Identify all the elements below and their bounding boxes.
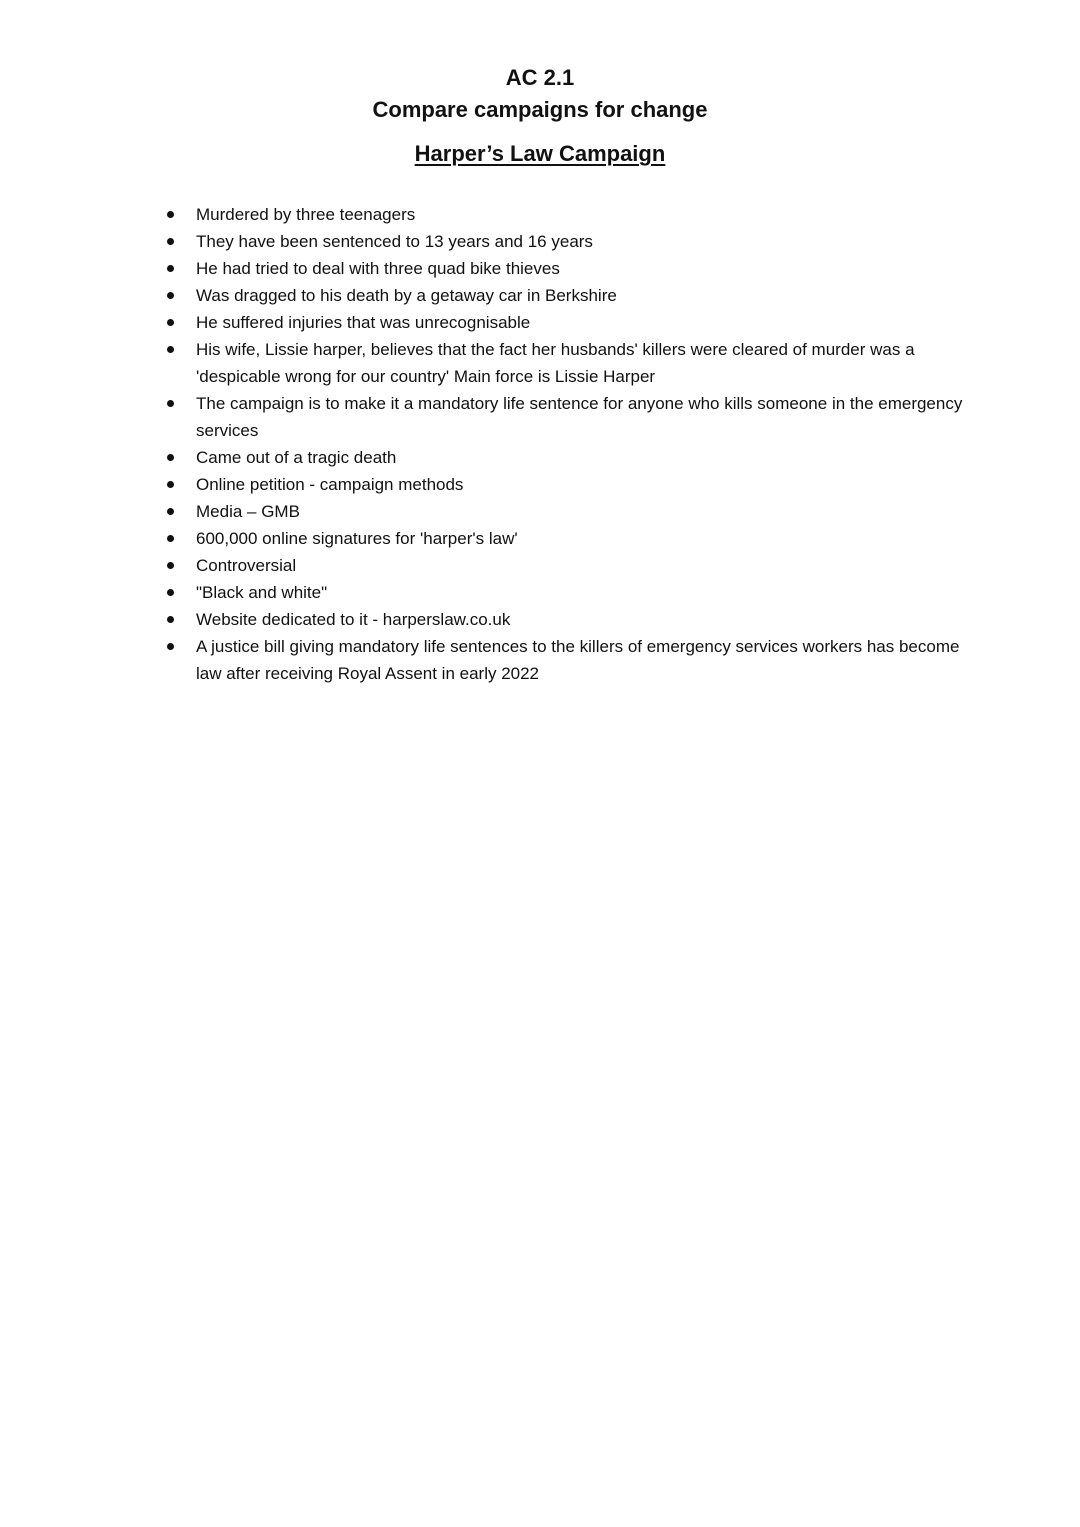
list-item: Controversial xyxy=(196,552,966,579)
list-item: Website dedicated to it - harperslaw.co.uk xyxy=(196,606,966,633)
list-item: 600,000 online signatures for 'harper's law' xyxy=(196,525,966,552)
list-item: The campaign is to make it a mandatory life sentence for anyone who kills someone in the emergency services xyxy=(196,390,966,444)
document-subtitle: Compare campaigns for change xyxy=(372,97,708,122)
list-item: Came out of a tragic death xyxy=(196,444,966,471)
list-item: Was dragged to his death by a getaway car in Berkshire xyxy=(196,282,966,309)
bullet-list xyxy=(196,201,966,687)
document-header xyxy=(0,62,1080,126)
list-item: Media – GMB xyxy=(196,498,966,525)
list-item: A justice bill giving mandatory life sentences to the killers of emergency services workers has become law after receiving Royal Assent in early 2022 xyxy=(196,633,966,687)
list-item: His wife, Lissie harper, believes that the fact her husbands' killers were cleared of murder was a 'despicable wrong for our country' Main force is Lissie Harper xyxy=(196,336,966,390)
list-item: Murdered by three teenagers xyxy=(196,201,966,228)
list-item: He had tried to deal with three quad bike thieves xyxy=(196,255,966,282)
campaign-title-text: Harper’s Law Campaign xyxy=(414,141,666,166)
list-item: Online petition - campaign methods xyxy=(196,471,966,498)
list-item: They have been sentenced to 13 years and 16 years xyxy=(196,228,966,255)
assessment-code: AC 2.1 xyxy=(505,65,575,90)
list-item: He suffered injuries that was unrecognisable xyxy=(196,309,966,336)
list-item: "Black and white" xyxy=(196,579,966,606)
campaign-title xyxy=(0,138,1080,170)
